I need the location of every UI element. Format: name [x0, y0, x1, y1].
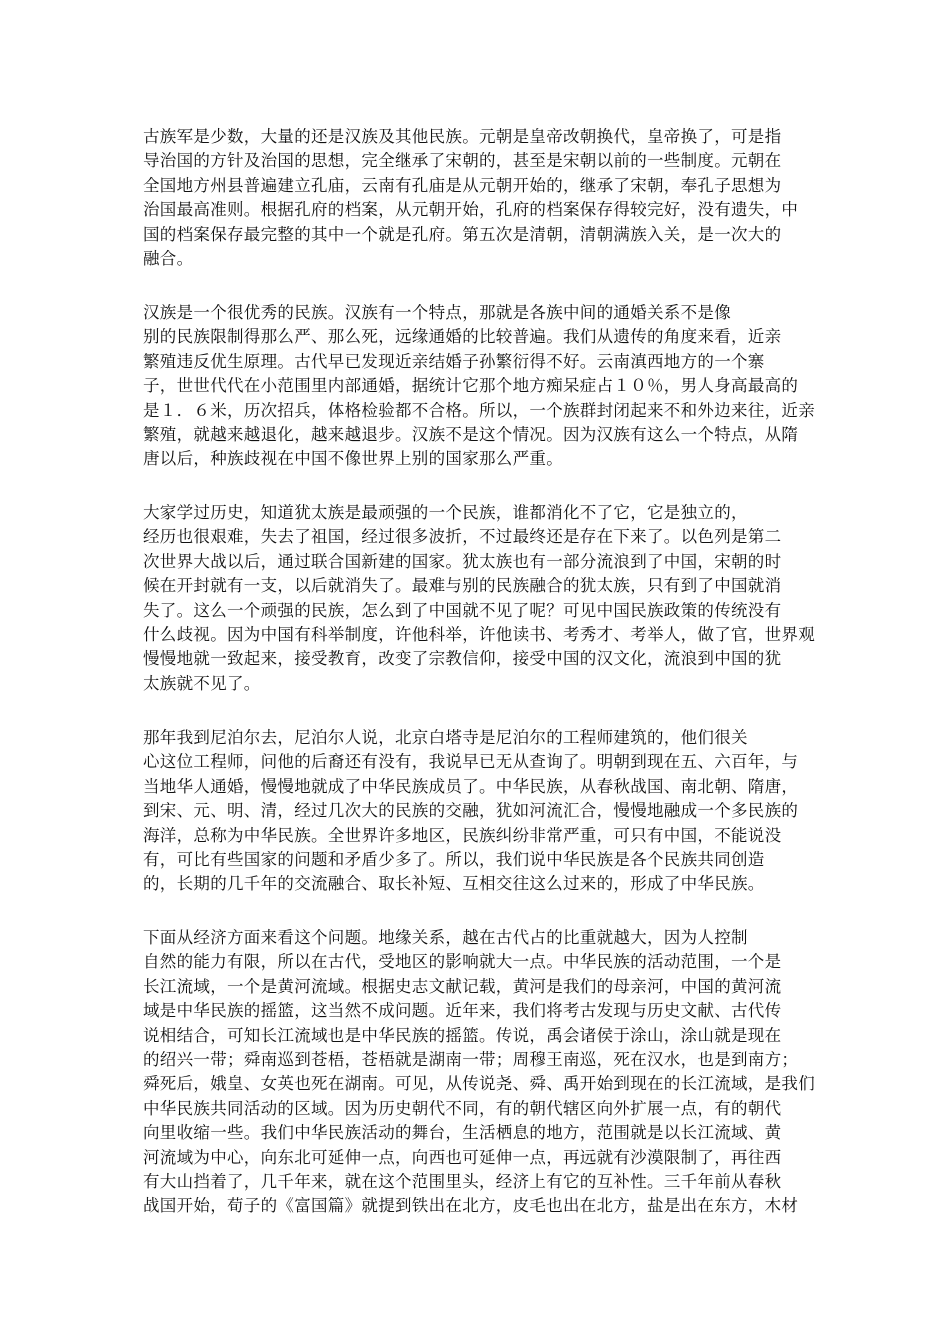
text-line: 失了。这么一个顽强的民族，怎么到了中国就不见了呢？可见中国民族政策的传统没有: [143, 600, 782, 620]
text-line: 大家学过历史，知道犹太族是最顽强的一个民族，谁都消化不了它，它是独立的，: [143, 503, 748, 522]
text-line: 子，世世代代在小范围里内部通婚，据统计它那个地方痴呆症占１０％，男人身高最高的: [143, 376, 799, 396]
text-line: 的，长期的几千年的交流融合、取长补短、互相交往这么过来的，形成了中华民族。: [143, 874, 765, 894]
text-line: 到宋、元、明、清，经过几次大的民族的交融，犹如河流汇合，慢慢地融成一个多民族的: [143, 801, 799, 821]
text-line: 有大山挡着了，几千年来，就在这个范围里头，经济上有它的互补性。三千年前从春秋: [143, 1171, 782, 1191]
text-line: 什么歧视。因为中国有科举制度，许他科举，许他读书、考秀才、考举人，做了官，世界观: [143, 624, 815, 644]
text-line: 慢慢地就一致起来，接受教育，改变了宗教信仰，接受中国的汉文化，流浪到中国的犹: [143, 649, 782, 669]
text-line: 全国地方州县普遍建立孔庙，云南有孔庙是从元朝开始的，继承了宋朝，奉孔子思想为: [143, 175, 782, 195]
text-line: 的绍兴一带；舜南巡到苍梧，苍梧就是湖南一带；周穆王南巡，死在汉水，也是到南方；: [143, 1049, 799, 1069]
paragraph-2: [143, 301, 823, 472]
text-line: 别的民族限制得那么严、那么死，远缘通婚的比较普遍。我们从遗传的角度来看，近亲: [143, 327, 782, 347]
paragraph-3: [143, 501, 823, 696]
text-line: 国的档案保存最完整的其中一个就是孔府。第五次是清朝，清朝满族入关，是一次大的: [143, 224, 782, 244]
text-line: 候在开封就有一支，以后就消失了。最难与别的民族融合的犹太族，只有到了中国就消: [143, 576, 782, 596]
text-line: 战国开始，荀子的《富国篇》就提到铁出在北方，皮毛也出在北方，盐是出在东方，木材: [143, 1196, 799, 1216]
text-line: 古族军是少数，大量的还是汉族及其他民族。元朝是皇帝改朝换代，皇帝换了，可是指: [143, 127, 782, 146]
text-line: 融合。: [143, 248, 194, 268]
text-line: 说相结合，可知长江流域也是中华民族的摇篮。传说，禹会诸侯于涂山，涂山就是现在: [143, 1025, 782, 1045]
text-line: 域是中华民族的摇篮，这当然不成问题。近年来，我们将考古发现与历史文献、古代传: [143, 1001, 782, 1021]
text-line: 海洋，总称为中华民族。全世界许多地区，民族纠纷非常严重，可只有中国，不能说没: [143, 825, 782, 845]
paragraph-4: [143, 726, 823, 897]
text-line: 经历也很艰难，失去了祖国，经过很多波折，不过最终还是存在下来了。以色列是第二: [143, 527, 782, 547]
text-line: 河流域为中心，向东北可延伸一点，向西也可延伸一点，再远就有沙漠限制了，再往西: [143, 1147, 782, 1167]
text-line: 自然的能力有限，所以在古代，受地区的影响就大一点。中华民族的活动范围，一个是: [143, 952, 782, 972]
text-line: 繁殖，就越来越退化，越来越退步。汉族不是这个情况。因为汉族有这么一个特点，从隋: [143, 424, 799, 444]
text-line: 有，可比有些国家的问题和矛盾少多了。所以，我们说中华民族是各个民族共同创造: [143, 849, 765, 869]
text-line: 中华民族共同活动的区域。因为历史朝代不同，有的朝代辖区向外扩展一点，有的朝代: [143, 1098, 782, 1118]
text-line: 繁殖违反优生原理。古代早已发现近亲结婚子孙繁衍得不好。云南滇西地方的一个寨: [143, 351, 765, 371]
text-line: 汉族是一个很优秀的民族。汉族有一个特点，那就是各族中间的通婚关系不是像: [143, 303, 731, 322]
text-line: 导治国的方针及治国的思想，完全继承了宋朝的，甚至是宋朝以前的一些制度。元朝在: [143, 151, 782, 171]
paragraph-1: [143, 125, 823, 271]
text-line: 治国最高准则。根据孔府的档案，从元朝开始，孔府的档案保存得较完好，没有遗失，中: [143, 200, 799, 220]
text-line: 次世界大战以后，通过联合国新建的国家。犹太族也有一部分流浪到了中国，宋朝的时: [143, 551, 782, 571]
text-line: 是１．６米，历次招兵，体格检验都不合格。所以，一个族群封闭起来不和外边来往，近亲: [143, 400, 815, 420]
text-line: 当地华人通婚，慢慢地就成了中华民族成员了。中华民族，从春秋战国、南北朝、隋唐，: [143, 776, 799, 796]
text-line: 下面从经济方面来看这个问题。地缘关系，越在古代占的比重就越大，因为人控制: [143, 928, 748, 947]
paragraph-5: [143, 926, 823, 1219]
text-line: 唐以后，种族歧视在中国不像世界上别的国家那么严重。: [143, 449, 563, 469]
text-line: 那年我到尼泊尔去，尼泊尔人说，北京白塔寺是尼泊尔的工程师建筑的，他们很关: [143, 728, 748, 747]
text-line: 太族就不见了。: [143, 673, 261, 693]
text-line: 长江流域，一个是黄河流域。根据史志文献记载，黄河是我们的母亲河，中国的黄河流: [143, 976, 782, 996]
text-line: 心这位工程师，问他的后裔还有没有，我说早已无从查询了。明朝到现在五、六百年，与: [143, 752, 799, 772]
text-line: 舜死后，娥皇、女英也死在湖南。可见，从传说尧、舜、禹开始到现在的长江流域，是我们: [143, 1074, 815, 1094]
text-line: 向里收缩一些。我们中华民族活动的舞台，生活栖息的地方，范围就是以长江流域、黄: [143, 1123, 782, 1143]
